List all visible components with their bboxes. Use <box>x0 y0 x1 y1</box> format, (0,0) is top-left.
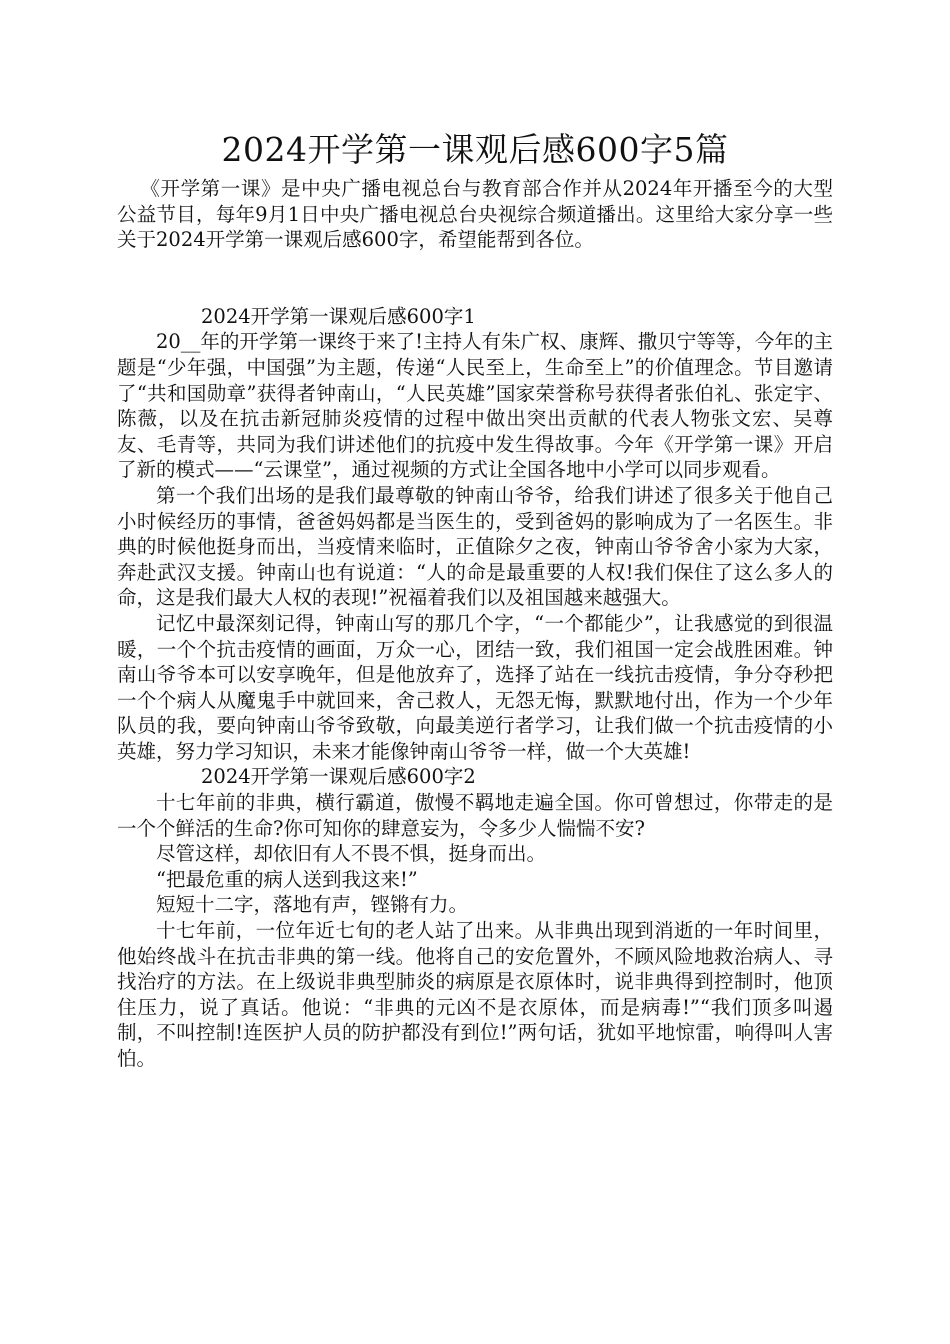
section-heading-1: 2024开学第一课观后感600字1 <box>201 304 476 328</box>
document-title: 2024开学第一课观后感600字5篇 <box>221 130 729 169</box>
section-2-paragraph-3: “把最危重的病人送到我这来!” <box>156 867 418 891</box>
section-1-paragraph-1: 20__年的开学第一课终于来了!主持人有朱广权、康辉、撒贝宁等等，今年的主题是“少年强，中国强”为主题，传递“人民至上，生命至上”的价值理念。节目邀请了“共和国勋章”获得者钟南山，“人民英雄”国家荣誉称号获得者张伯礼、张定宇、陈薇，以及在抗击新冠肺炎疫情的过程中做出突出贡献的代表人物张文宏、吴尊友、毛青等，共同为我们讲述他们的抗疫中发生得故事。今年《开学第一课》开启了新的模式——“云课堂”，通过视频的方式让全国各地中小学可以同步观看。 <box>117 330 833 482</box>
document-body <box>117 176 833 1072</box>
section-2-paragraph-5: 十七年前，一位年近七旬的老人站了出来。从非典出现到消逝的一年时间里，他始终战斗在抗击非典的第一线。他将自己的安危置外，不顾风险地救治病人、寻找治疗的方法。在上级说非典型肺炎的病原是衣原体时，说非典得到控制时，他顶住压力，说了真话。他说：“非典的元凶不是衣原体，而是病毒!”“我们顶多叫遏制，不叫控制!连医护人员的防护都没有到位!”两句话，犹如平地惊雷，响得叫人害怕。 <box>117 919 833 1070</box>
section-1-paragraph-2: 第一个我们出场的是我们最尊敬的钟南山爷爷，给我们讲述了很多关于他自己小时候经历的事情，爸爸妈妈都是当医生的，受到爸妈的影响成为了一名医生。非典的时候他挺身而出，当疫情来临时，正值除夕之夜，钟南山爷爷舍小家为大家，奔赴武汉支援。钟南山也有说道：“人的命是最重要的人权!我们保住了这么多人的命，这是我们最大人权的表现!”祝福着我们以及祖国越来越强大。 <box>117 483 833 610</box>
section-heading-2: 2024开学第一课观后感600字2 <box>201 765 476 789</box>
section-2-paragraph-1: 十七年前的非典，横行霸道，傲慢不羁地走遍全国。你可曾想过，你带走的是一个个鲜活的生命?你可知你的肆意妄为，令多少人惴惴不安? <box>117 791 833 840</box>
intro-paragraph: 《开学第一课》是中央广播电视总台与教育部合作并从2024年开播至今的大型公益节目，每年9月1日中央广播电视总台央视综合频道播出。这里给大家分享一些关于2024开学第一课观后感600字，希望能帮到各位。 <box>117 177 833 252</box>
section-2-paragraph-4: 短短十二字，落地有声，铿锵有力。 <box>156 893 469 917</box>
section-2-paragraph-2: 尽管这样，却依旧有人不畏不惧，挺身而出。 <box>156 842 547 866</box>
blank-space <box>117 253 833 304</box>
section-1-paragraph-3: 记忆中最深刻记得，钟南山写的那几个字，“一个都能少”，让我感觉的到很温暖，一个个抗击疫情的画面，万众一心，团结一致，我们祖国一定会战胜困难。钟南山爷爷本可以安享晚年，但是他放弃了，选择了站在一线抗击疫情，争分夺秒把一个个病人从魔鬼手中就回来，舍己救人，无怨无悔，默默地付出，作为一个少年队员的我，要向钟南山爷爷致敬，向最美逆行者学习，让我们做一个抗击疫情的小英雄，努力学习知识，未来才能像钟南山爷爷一样，做一个大英雄! <box>117 611 833 763</box>
